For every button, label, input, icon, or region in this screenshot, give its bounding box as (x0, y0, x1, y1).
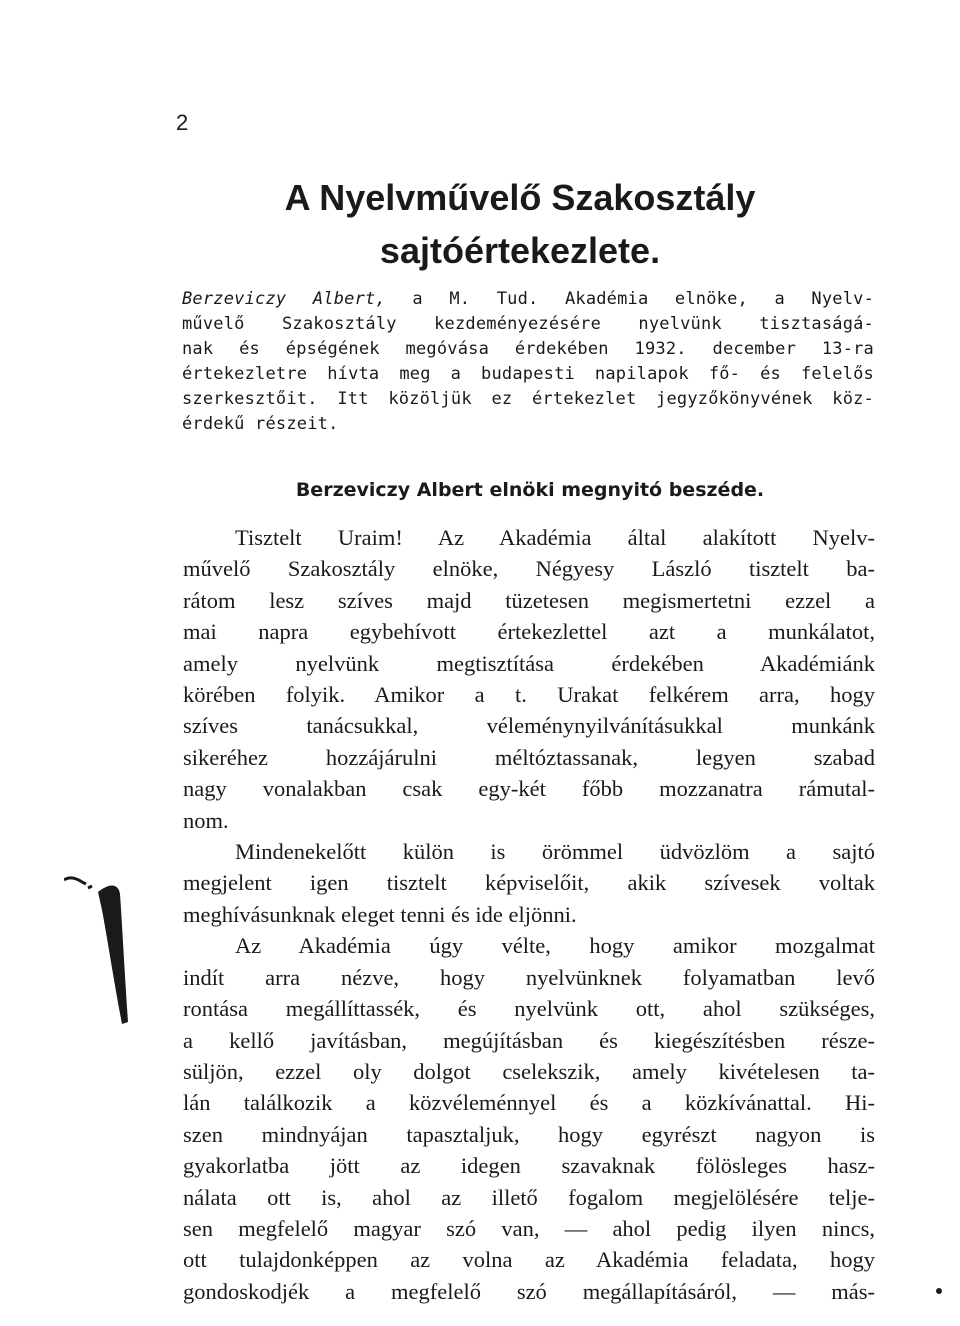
speech-body (183, 522, 875, 1307)
body-line: süljön, ezzel oly dolgot cselekszik, amely kivételesen ta- (183, 1058, 875, 1084)
section-heading: Berzeviczy Albert elnöki megnyitó beszéde. (295, 479, 765, 501)
intro-line: Berzeviczy Albert, a M. Tud. Akadémia elnöke, a Nyelv- (182, 289, 875, 309)
intro-line: érdekű részeit. (182, 414, 339, 434)
body-line: ott tulajdonképpen az volna az Akadémia feladata, hogy (183, 1247, 875, 1273)
body-line: szen mindnyájan tapasztaljuk, hogy egyrészt nagyon is (183, 1121, 875, 1147)
margin-dot-mark (936, 1288, 942, 1294)
body-line: nom. (183, 807, 229, 833)
body-line: rátom lesz szíves majd tüzetesen megismertetni ezzel a (183, 587, 875, 613)
body-line: nálata ott is, ahol az illető fogalom megjelölésére telje- (183, 1184, 875, 1210)
intro-line: értekezletre hívta meg a budapesti napilapok fő- és felelős (182, 364, 874, 384)
body-line: gyakorlatba jött az idegen szavaknak fölösleges hasz- (183, 1153, 875, 1179)
intro-line: művelő Szakosztály kezdeményezésére nyelvünk tisztaságá- (182, 314, 874, 334)
body-line: meghívásunknak eleget tenni és ide eljönni. (183, 901, 577, 927)
page-title-line-2: sajtóértekezlete. (379, 230, 661, 271)
body-line: Mindenekelőtt külön is örömmel üdvözlöm a sajtó (235, 839, 875, 865)
body-line: rontása megállíttassék, és nyelvünk ott, ahol szükséges, (183, 996, 875, 1022)
page-title-line-1: A Nyelvművelő Szakosztály (284, 177, 756, 218)
intro-paragraph (182, 287, 874, 437)
body-line: szíves tanácsukkal, véleménynyilvánításukkal munkánk (183, 713, 875, 739)
body-line: Az Akadémia úgy vélte, hogy amikor mozgalmat (235, 933, 875, 959)
body-line: sen megfelelő magyar szó van, — ahol pedig ilyen nincs, (183, 1215, 875, 1241)
body-line: lán találkozik a közvéleménnyel és a közkívánattal. Hi- (183, 1090, 875, 1116)
body-line: sikeréhez hozzájárulni méltóztassanak, legyen szabad (183, 744, 875, 770)
page-number: 2 (176, 110, 189, 135)
margin-ink-mark-icon (64, 862, 144, 1032)
intro-line: szerkesztőit. Itt közöljük ez értekezlet jegyzőkönyvének köz- (182, 389, 874, 409)
body-line: nagy vonalakban csak egy-két főbb mozzanatra rámutal- (183, 776, 875, 802)
body-line: a kellő javításban, megújításban és kiegészítésben része- (183, 1027, 875, 1053)
intro-author-name: Berzeviczy Albert, (182, 289, 386, 309)
body-line: művelő Szakosztály elnöke, Négyesy László tisztelt ba- (183, 556, 875, 582)
body-line: indít arra nézve, hogy nyelvünknek folyamatban levő (183, 964, 875, 990)
body-line: Tisztelt Uraim! Az Akadémia által alakított Nyelv- (235, 525, 875, 550)
body-line: amely nyelvünk megtisztítása érdekében Akadémiánk (183, 650, 875, 676)
body-line: gondoskodjék a megfelelő szó megállapításáról, — más- (183, 1278, 875, 1304)
intro-line: nak és épségének megóvása érdekében 1932. december 13-ra (182, 339, 874, 359)
body-line: körében folyik. Amikor a t. Urakat felkérem arra, hogy (183, 682, 875, 708)
body-line: megjelent igen tisztelt képviselőit, akik szívesek voltak (183, 870, 875, 896)
body-line: mai napra egybehívott értekezlettel azt a munkálatot, (183, 619, 875, 645)
